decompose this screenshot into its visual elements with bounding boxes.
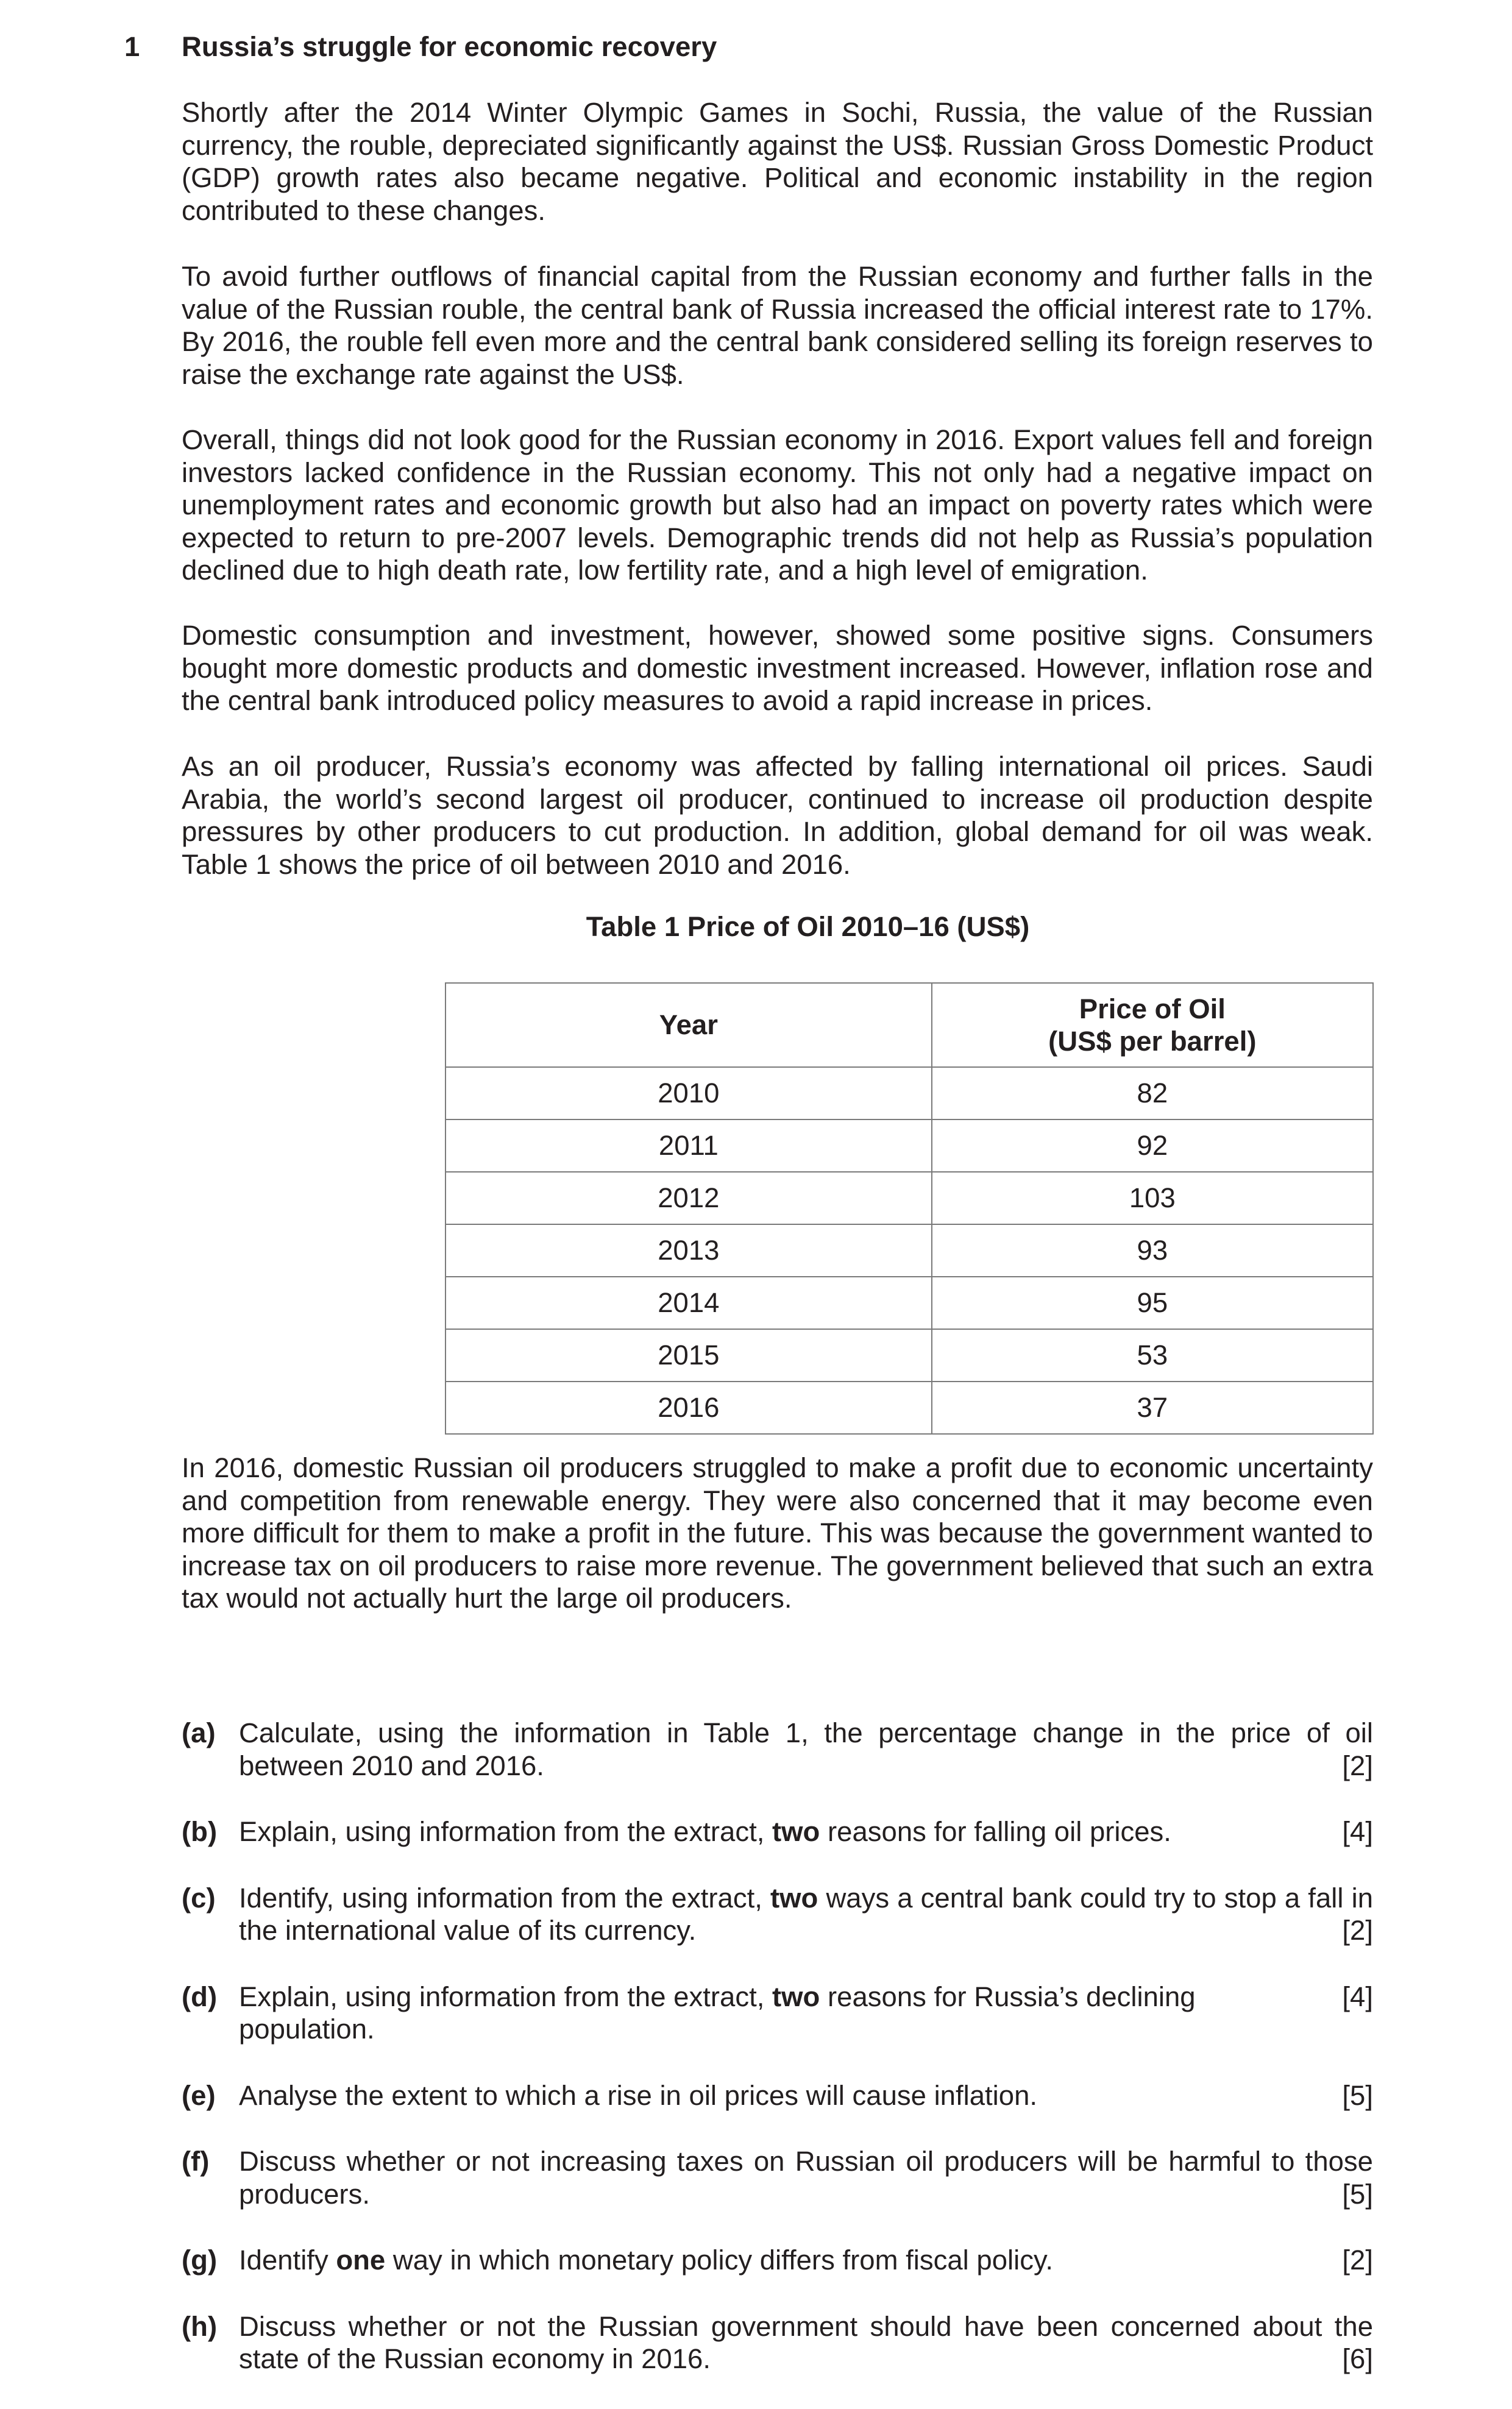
- question-h: [182, 2310, 1373, 2375]
- year-cell: 2014: [445, 1277, 932, 1329]
- question-text: Explain, using information from the extract, two reasons for falling oil prices.: [239, 1816, 1171, 1847]
- question-text: Explain, using information from the extract, two reasons for Russia’s declining population.: [239, 1981, 1196, 2045]
- question-d: [182, 1981, 1373, 2046]
- question-text: Identify one way in which monetary policy differs from fiscal policy.: [239, 2244, 1054, 2276]
- price-cell: 103: [932, 1172, 1373, 1224]
- price-cell: 53: [932, 1329, 1373, 1382]
- question-text: Calculate, using the information in Table 1, the percentage change in the price of oil between 2010 and 2016.: [239, 1717, 1373, 1781]
- year-cell: 2010: [445, 1067, 932, 1119]
- question-number: 1: [124, 31, 140, 62]
- column-header-year: Year: [445, 983, 932, 1067]
- question-marks: [4]: [1342, 1981, 1373, 2012]
- question-g: [182, 2244, 1373, 2277]
- table-row: [445, 1329, 1373, 1382]
- question-f: [182, 2145, 1373, 2210]
- question-marks: [2]: [1342, 1915, 1373, 1946]
- question-marks: [6]: [1342, 2343, 1373, 2374]
- table-header-row: [445, 983, 1373, 1067]
- year-cell: 2012: [445, 1172, 932, 1224]
- year-cell: 2015: [445, 1329, 932, 1382]
- table-row: [445, 1382, 1373, 1434]
- question-text: Discuss whether or not increasing taxes on Russian oil producers will be harmful to those producers.: [239, 2146, 1373, 2210]
- question-c: [182, 1882, 1373, 1947]
- question-label: (h): [182, 2310, 218, 2342]
- question-marks: [5]: [1342, 2178, 1373, 2210]
- table-row: [445, 1277, 1373, 1329]
- question-label: (e): [182, 2079, 216, 2111]
- extract-paragraph-6: In 2016, domestic Russian oil producers struggled to make a profit due to economic uncertainty and competition from renewable energy. They were also concerned that it may become even more difficult for them to make a profit in the future. This was because the government wanted to increase tax on oil producers to raise more revenue. The government believed that such an extra tax would not actually hurt the large oil producers.: [182, 1452, 1373, 1614]
- year-cell: 2011: [445, 1119, 932, 1172]
- column-header-price-line2: (US$ per barrel): [1048, 1026, 1257, 1057]
- question-label: (c): [182, 1882, 216, 1914]
- table-row: [445, 1172, 1373, 1224]
- extract-paragraph-4: Domestic consumption and investment, however, showed some positive signs. Consumers bought more domestic products and domestic investment increased. However, inflation rose and the central bank introduced policy measures to avoid a rapid increase in prices.: [182, 620, 1373, 716]
- price-cell: 37: [932, 1382, 1373, 1434]
- extract-paragraph-5: As an oil producer, Russia’s economy was affected by falling international oil prices. Saudi Arabia, the world’s second largest oil producer, continued to increase oil production despite pressures by other producers to cut production. In addition, global demand for oil was weak. Table 1 shows the price of oil between 2010 and 2016.: [182, 751, 1373, 880]
- question-a: [182, 1717, 1373, 1782]
- extract-paragraph-2: To avoid further outflows of financial capital from the Russian economy and further falls in the value of the Russian rouble, the central bank of Russia increased the official interest rate to 17%. By 2016, the rouble fell even more and the central bank considered selling its foreign reserves to raise the exchange rate against the US$.: [182, 261, 1373, 390]
- question-label: (f): [182, 2146, 210, 2177]
- price-cell: 95: [932, 1277, 1373, 1329]
- oil-price-table: [445, 982, 1374, 1435]
- year-cell: 2016: [445, 1382, 932, 1434]
- extract-paragraph-3: Overall, things did not look good for the Russian economy in 2016. Export values fell and foreign investors lacked confidence in the Russian economy. This not only had a negative impact on unemployment rates and economic growth but also had an impact on poverty rates which were expected to return to pre-2007 levels. Demographic trends did not help as Russia’s population declined due to high death rate, low fertility rate, and a high level of emigration.: [182, 424, 1373, 586]
- extract-paragraph-1: Shortly after the 2014 Winter Olympic Games in Sochi, Russia, the value of the Russian currency, the rouble, depreciated significantly against the US$. Russian Gross Domestic Product (GDP) growth rates also became negative. Political and economic instability in the region contributed to these changes.: [182, 97, 1373, 226]
- question-list: [182, 1717, 1373, 2409]
- price-cell: 92: [932, 1119, 1373, 1172]
- question-label: (g): [182, 2244, 218, 2276]
- price-cell: 93: [932, 1224, 1373, 1277]
- table-caption: Table 1 Price of Oil 2010–16 (US$): [586, 911, 1030, 942]
- question-marks: [2]: [1342, 2244, 1373, 2276]
- table-row: [445, 1067, 1373, 1119]
- question-e: [182, 2079, 1373, 2112]
- question-title: Russia’s struggle for economic recovery: [182, 31, 717, 62]
- price-cell: 82: [932, 1067, 1373, 1119]
- question-text: Identify, using information from the extract, two ways a central bank could try to stop a fall in the international value of its currency.: [239, 1882, 1373, 1946]
- question-b: [182, 1815, 1373, 1848]
- question-label: (d): [182, 1981, 218, 2012]
- column-header-price: [932, 983, 1373, 1067]
- column-header-price-line1: Price of Oil: [1079, 993, 1226, 1024]
- question-marks: [5]: [1342, 2079, 1373, 2111]
- question-marks: [4]: [1342, 1816, 1373, 1847]
- question-text: Analyse the extent to which a rise in oil prices will cause inflation.: [239, 2079, 1038, 2111]
- question-marks: [2]: [1342, 1750, 1373, 1781]
- table-row: [445, 1119, 1373, 1172]
- question-label: (a): [182, 1717, 216, 1748]
- table-row: [445, 1224, 1373, 1277]
- year-cell: 2013: [445, 1224, 932, 1277]
- question-text: Discuss whether or not the Russian government should have been concerned about the state of the Russian economy in 2016.: [239, 2310, 1373, 2374]
- question-label: (b): [182, 1816, 218, 1847]
